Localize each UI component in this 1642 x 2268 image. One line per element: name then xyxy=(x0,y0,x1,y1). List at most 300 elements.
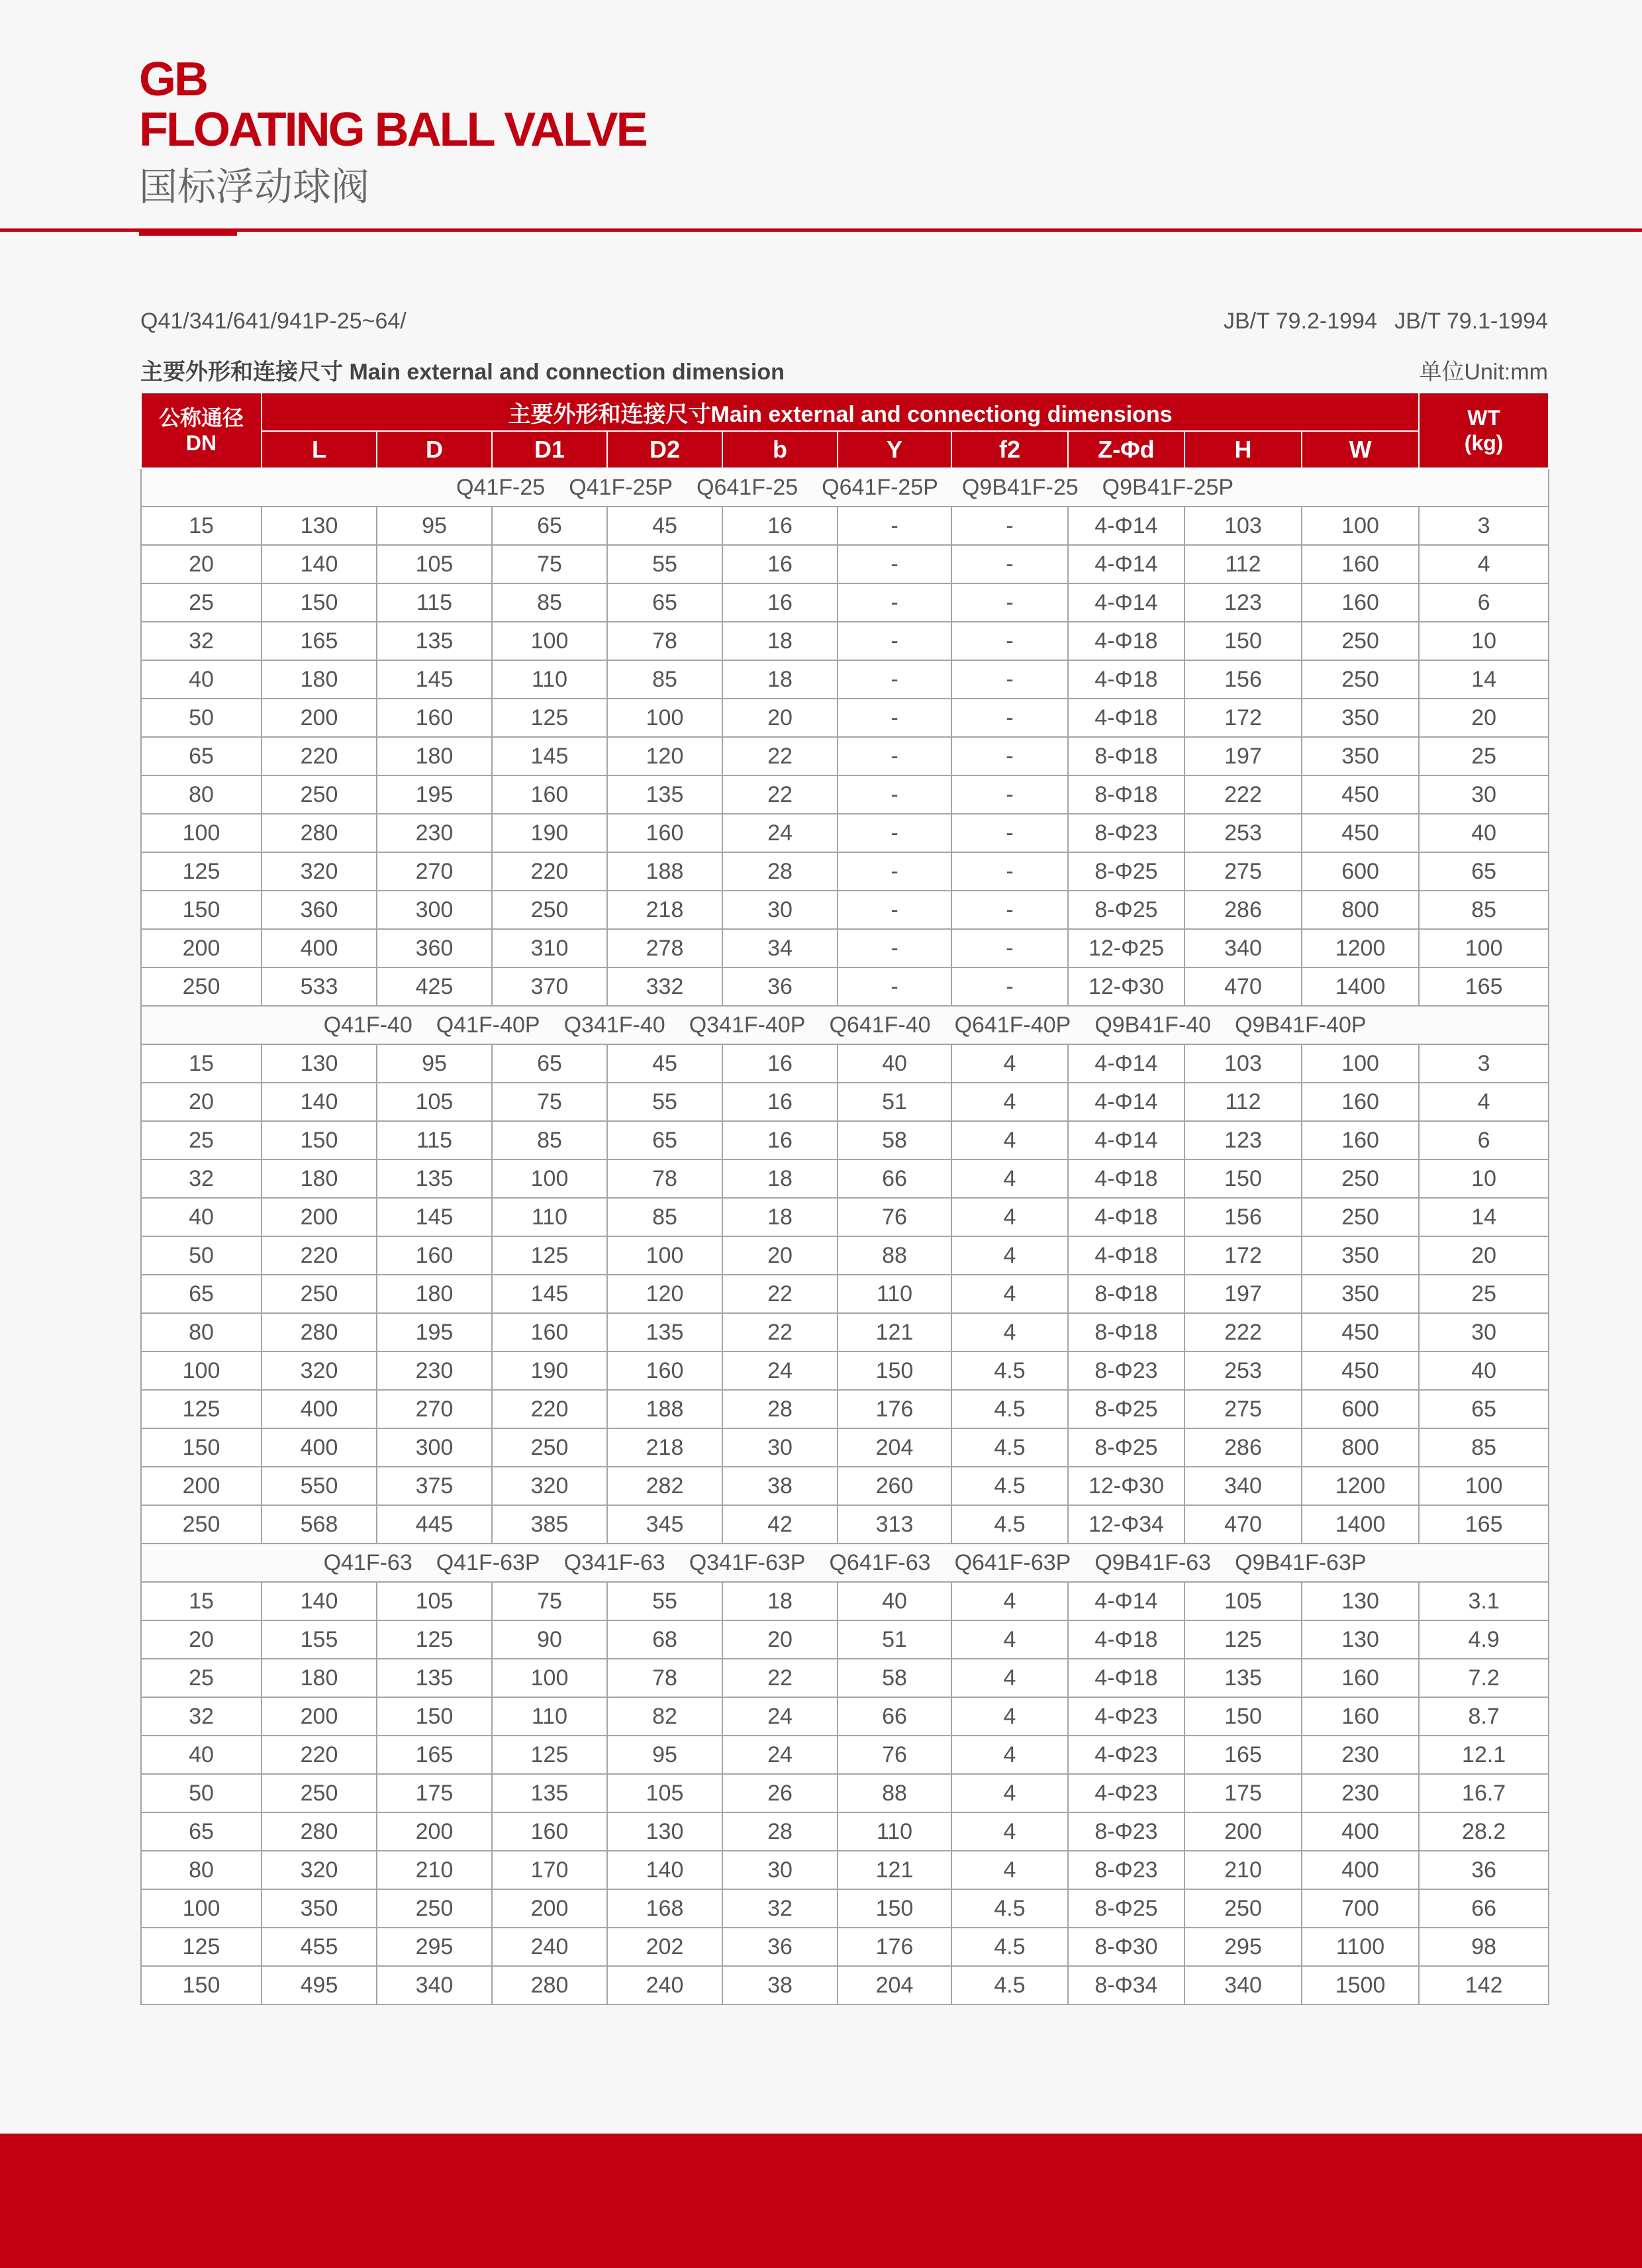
table-row xyxy=(141,1198,1549,1236)
table-cell: 200 xyxy=(141,929,262,967)
table-cell: 4-Φ18 xyxy=(1068,699,1184,737)
table-cell: 130 xyxy=(262,507,377,545)
table-cell: 38 xyxy=(722,1467,838,1505)
table-cell: 197 xyxy=(1184,737,1302,775)
table-cell: 45 xyxy=(607,1044,722,1083)
table-cell: 165 xyxy=(1419,1505,1549,1544)
table-cell: 4.5 xyxy=(951,1390,1068,1428)
table-cell: 4.5 xyxy=(951,1889,1068,1928)
table-cell: 180 xyxy=(262,1659,377,1697)
table-cell: 112 xyxy=(1184,1083,1302,1121)
table-row xyxy=(141,1582,1549,1620)
table-cell: 278 xyxy=(607,929,722,967)
table-cell: 280 xyxy=(262,1812,377,1851)
table-cell: 195 xyxy=(377,1313,492,1352)
table-cell: 270 xyxy=(377,852,492,891)
table-cell: 140 xyxy=(262,1582,377,1620)
table-cell: 25 xyxy=(1419,1275,1549,1313)
table-cell: 50 xyxy=(141,1774,262,1812)
table-cell: 3 xyxy=(1419,507,1549,545)
model-code: Q641F-40 xyxy=(829,1012,931,1038)
table-cell: 8-Φ18 xyxy=(1068,1275,1184,1313)
table-cell: 66 xyxy=(838,1697,951,1736)
table-cell: 4 xyxy=(951,1812,1068,1851)
table-cell: 180 xyxy=(262,1159,377,1198)
table-row xyxy=(141,545,1549,583)
table-cell: 700 xyxy=(1302,1889,1419,1928)
model-series: Q41/341/641/941P-25~64/ xyxy=(140,309,407,334)
table-cell: 197 xyxy=(1184,1275,1302,1313)
table-cell: 450 xyxy=(1302,1352,1419,1390)
table-cell: 172 xyxy=(1184,699,1302,737)
title-block xyxy=(139,54,646,215)
table-row xyxy=(141,1851,1549,1889)
table-cell: 176 xyxy=(838,1390,951,1428)
table-cell: 22 xyxy=(722,737,838,775)
column-header: Y xyxy=(838,431,951,468)
model-code: Q9B41F-40P xyxy=(1235,1012,1367,1038)
table-cell: 600 xyxy=(1302,1390,1419,1428)
table-cell: 8-Φ23 xyxy=(1068,1352,1184,1390)
table-cell: 350 xyxy=(262,1889,377,1928)
table-cell: - xyxy=(951,852,1068,891)
table-cell: - xyxy=(951,699,1068,737)
model-code: Q41F-25 xyxy=(456,474,546,500)
table-cell: - xyxy=(951,660,1068,699)
table-cell: 150 xyxy=(838,1889,951,1928)
model-code: Q341F-40P xyxy=(689,1012,806,1038)
model-code: Q9B41F-63P xyxy=(1235,1550,1367,1575)
table-cell: 135 xyxy=(377,622,492,660)
table-cell: 165 xyxy=(262,622,377,660)
table-cell: 16 xyxy=(722,1121,838,1159)
table-cell: 160 xyxy=(377,699,492,737)
table-cell: 218 xyxy=(607,1428,722,1467)
model-list xyxy=(141,468,1549,507)
table-row xyxy=(141,1505,1549,1544)
table-row xyxy=(141,1620,1549,1659)
table-cell: 36 xyxy=(1419,1851,1549,1889)
table-cell: 65 xyxy=(1419,1390,1549,1428)
table-row xyxy=(141,1774,1549,1812)
table-cell: 4-Φ14 xyxy=(1068,1083,1184,1121)
table-cell: 190 xyxy=(492,814,607,852)
model-group-row xyxy=(141,1544,1549,1582)
table-cell: 375 xyxy=(377,1467,492,1505)
table-cell: 4-Φ18 xyxy=(1068,1659,1184,1697)
table-cell: 135 xyxy=(607,775,722,814)
table-cell: 150 xyxy=(1184,1159,1302,1198)
dn-header xyxy=(141,393,262,468)
table-cell: 4 xyxy=(951,1736,1068,1774)
table-cell: - xyxy=(838,545,951,583)
table-cell: 105 xyxy=(377,545,492,583)
table-cell: 3 xyxy=(1419,1044,1549,1083)
table-cell: 38 xyxy=(722,1966,838,2004)
table-cell: 4-Φ23 xyxy=(1068,1697,1184,1736)
column-header-row xyxy=(141,431,1549,468)
table-cell: 121 xyxy=(838,1313,951,1352)
table-cell: 165 xyxy=(1419,967,1549,1006)
table-cell: 110 xyxy=(838,1275,951,1313)
table-cell: - xyxy=(838,775,951,814)
table-cell: 15 xyxy=(141,507,262,545)
table-cell: 142 xyxy=(1419,1966,1549,2004)
table-cell: 34 xyxy=(722,929,838,967)
table-cell: 4 xyxy=(951,1275,1068,1313)
table-cell: 135 xyxy=(377,1159,492,1198)
table-cell: 400 xyxy=(262,1428,377,1467)
table-cell: 332 xyxy=(607,967,722,1006)
table-cell: 121 xyxy=(838,1851,951,1889)
table-cell: 85 xyxy=(1419,891,1549,929)
table-cell: 50 xyxy=(141,1236,262,1275)
model-code: Q341F-40 xyxy=(563,1012,665,1038)
table-cell: 340 xyxy=(1184,1966,1302,2004)
table-cell: 1200 xyxy=(1302,1467,1419,1505)
table-cell: 400 xyxy=(1302,1812,1419,1851)
model-code: Q41F-63 xyxy=(323,1550,412,1575)
table-cell: 125 xyxy=(492,1736,607,1774)
table-cell: - xyxy=(838,852,951,891)
table-cell: 76 xyxy=(838,1736,951,1774)
table-row xyxy=(141,1428,1549,1467)
table-cell: 1400 xyxy=(1302,1505,1419,1544)
table-cell: 150 xyxy=(838,1352,951,1390)
table-cell: - xyxy=(951,622,1068,660)
table-cell: 115 xyxy=(377,583,492,622)
table-cell: 145 xyxy=(377,660,492,699)
table-cell: 88 xyxy=(838,1236,951,1275)
table-cell: 220 xyxy=(262,1736,377,1774)
table-cell: 250 xyxy=(262,775,377,814)
table-cell: 160 xyxy=(492,1313,607,1352)
table-cell: 135 xyxy=(492,1774,607,1812)
table-cell: 4 xyxy=(951,1582,1068,1620)
table-row xyxy=(141,1812,1549,1851)
table-cell: 15 xyxy=(141,1582,262,1620)
table-cell: 8-Φ25 xyxy=(1068,1889,1184,1928)
standard-1: JB/T 79.2-1994 xyxy=(1224,309,1377,334)
column-header: Z-Φd xyxy=(1068,431,1184,468)
table-row xyxy=(141,1736,1549,1774)
table-cell: 202 xyxy=(607,1928,722,1966)
table-cell: 160 xyxy=(377,1236,492,1275)
table-cell: 4.5 xyxy=(951,1966,1068,2004)
table-cell: 250 xyxy=(262,1774,377,1812)
table-cell: 3.1 xyxy=(1419,1582,1549,1620)
table-cell: 204 xyxy=(838,1428,951,1467)
unit-label: 单位Unit:mm xyxy=(1419,360,1548,385)
table-cell: 4-Φ14 xyxy=(1068,545,1184,583)
table-cell: 20 xyxy=(141,545,262,583)
table-cell: 200 xyxy=(377,1812,492,1851)
table-cell: 20 xyxy=(722,1620,838,1659)
table-cell: - xyxy=(951,775,1068,814)
table-cell: 176 xyxy=(838,1928,951,1966)
table-cell: 95 xyxy=(607,1736,722,1774)
table-cell: 135 xyxy=(377,1659,492,1697)
model-code: Q9B41F-25P xyxy=(1102,474,1234,500)
table-cell: - xyxy=(838,891,951,929)
table-cell: 4 xyxy=(951,1121,1068,1159)
table-cell: 95 xyxy=(377,507,492,545)
table-cell: 8-Φ18 xyxy=(1068,737,1184,775)
table-cell: 145 xyxy=(492,737,607,775)
model-code: Q9B41F-40 xyxy=(1094,1012,1212,1038)
table-cell: 123 xyxy=(1184,583,1302,622)
table-cell: 140 xyxy=(262,1083,377,1121)
table-cell: 533 xyxy=(262,967,377,1006)
table-cell: 25 xyxy=(141,583,262,622)
table-cell: 16 xyxy=(722,1044,838,1083)
table-cell: 495 xyxy=(262,1966,377,2004)
table-cell: 65 xyxy=(607,1121,722,1159)
table-cell: 295 xyxy=(377,1928,492,1966)
table-cell: 7.2 xyxy=(1419,1659,1549,1697)
table-cell: 4-Φ14 xyxy=(1068,1582,1184,1620)
table-cell: 78 xyxy=(607,1659,722,1697)
table-cell: 4 xyxy=(951,1198,1068,1236)
table-cell: 150 xyxy=(141,1428,262,1467)
table-cell: 110 xyxy=(492,1198,607,1236)
table-body xyxy=(141,468,1549,2004)
table-row xyxy=(141,1313,1549,1352)
table-cell: 12.1 xyxy=(1419,1736,1549,1774)
table-cell: 300 xyxy=(377,1428,492,1467)
table-cell: 220 xyxy=(262,1236,377,1275)
table-cell: 100 xyxy=(141,814,262,852)
table-cell: 400 xyxy=(1302,1851,1419,1889)
table-cell: 156 xyxy=(1184,1198,1302,1236)
table-cell: 32 xyxy=(141,1697,262,1736)
table-row xyxy=(141,507,1549,545)
table-cell: 28.2 xyxy=(1419,1812,1549,1851)
table-row xyxy=(141,775,1549,814)
model-code: Q641F-40P xyxy=(954,1012,1071,1038)
table-cell: 8-Φ23 xyxy=(1068,1851,1184,1889)
table-cell: 230 xyxy=(377,814,492,852)
table-cell: 28 xyxy=(722,852,838,891)
table-cell: 150 xyxy=(1184,622,1302,660)
table-row xyxy=(141,1889,1549,1928)
table-cell: 12-Φ25 xyxy=(1068,929,1184,967)
table-cell: 22 xyxy=(722,1275,838,1313)
table-cell: 275 xyxy=(1184,852,1302,891)
table-cell: 8-Φ25 xyxy=(1068,1428,1184,1467)
table-cell: 340 xyxy=(1184,929,1302,967)
table-cell: 125 xyxy=(492,699,607,737)
table-cell: 260 xyxy=(838,1467,951,1505)
table-cell: 160 xyxy=(1302,545,1419,583)
table-cell: 250 xyxy=(141,1505,262,1544)
table-cell: - xyxy=(951,929,1068,967)
table-cell: 400 xyxy=(262,929,377,967)
table-cell: 8-Φ30 xyxy=(1068,1928,1184,1966)
table-cell: 8-Φ18 xyxy=(1068,1313,1184,1352)
table-cell: 88 xyxy=(838,1774,951,1812)
table-cell: 28 xyxy=(722,1812,838,1851)
table-cell: - xyxy=(951,814,1068,852)
table-cell: 195 xyxy=(377,775,492,814)
model-group-row xyxy=(141,468,1549,507)
table-cell: 175 xyxy=(377,1774,492,1812)
table-cell: 30 xyxy=(722,891,838,929)
table-cell: - xyxy=(838,507,951,545)
table-cell: 360 xyxy=(377,929,492,967)
column-header: H xyxy=(1184,431,1302,468)
table-cell: 450 xyxy=(1302,775,1419,814)
table-cell: 4.5 xyxy=(951,1352,1068,1390)
table-cell: 8-Φ18 xyxy=(1068,775,1184,814)
table-cell: 160 xyxy=(607,814,722,852)
table-cell: 12-Φ30 xyxy=(1068,967,1184,1006)
table-cell: 30 xyxy=(722,1851,838,1889)
table-cell: 25 xyxy=(1419,737,1549,775)
table-cell: 120 xyxy=(607,1275,722,1313)
table-cell: 80 xyxy=(141,775,262,814)
table-cell: 18 xyxy=(722,622,838,660)
table-cell: 58 xyxy=(838,1659,951,1697)
table-cell: 85 xyxy=(607,1198,722,1236)
table-cell: 80 xyxy=(141,1313,262,1352)
table-cell: 160 xyxy=(1302,1697,1419,1736)
model-list xyxy=(141,1544,1549,1582)
table-row xyxy=(141,737,1549,775)
table-cell: 100 xyxy=(1419,929,1549,967)
table-cell: 350 xyxy=(1302,1275,1419,1313)
table-cell: 210 xyxy=(1184,1851,1302,1889)
table-cell: 75 xyxy=(492,1083,607,1121)
table-cell: 14 xyxy=(1419,1198,1549,1236)
dimension-table xyxy=(140,392,1549,2005)
table-cell: 20 xyxy=(722,1236,838,1275)
table-cell: 8-Φ25 xyxy=(1068,891,1184,929)
table-cell: 165 xyxy=(377,1736,492,1774)
table-cell: 4-Φ14 xyxy=(1068,1044,1184,1083)
table-cell: 26 xyxy=(722,1774,838,1812)
table-row xyxy=(141,1966,1549,2004)
table-cell: 24 xyxy=(722,1736,838,1774)
table-cell: 110 xyxy=(838,1812,951,1851)
table-cell: 280 xyxy=(262,814,377,852)
table-cell: 125 xyxy=(1184,1620,1302,1659)
table-cell: 8.7 xyxy=(1419,1697,1549,1736)
table-cell: 4-Φ23 xyxy=(1068,1736,1184,1774)
table-row xyxy=(141,583,1549,622)
table-cell: 135 xyxy=(1184,1659,1302,1697)
table-cell: 275 xyxy=(1184,1390,1302,1428)
table-cell: 18 xyxy=(722,1159,838,1198)
table-cell: 425 xyxy=(377,967,492,1006)
table-cell: 24 xyxy=(722,814,838,852)
table-cell: 320 xyxy=(262,1352,377,1390)
table-row xyxy=(141,1236,1549,1275)
table-cell: 20 xyxy=(1419,699,1549,737)
table-cell: 1500 xyxy=(1302,1966,1419,2004)
table-cell: 40 xyxy=(838,1582,951,1620)
table-cell: 12-Φ34 xyxy=(1068,1505,1184,1544)
table-cell: 65 xyxy=(141,737,262,775)
model-code: Q41F-63P xyxy=(436,1550,540,1575)
table-cell: 10 xyxy=(1419,1159,1549,1198)
table-cell: 4-Φ18 xyxy=(1068,1620,1184,1659)
table-cell: 65 xyxy=(607,583,722,622)
table-cell: 155 xyxy=(262,1620,377,1659)
table-cell: 18 xyxy=(722,1198,838,1236)
table-cell: - xyxy=(951,545,1068,583)
table-cell: 4-Φ14 xyxy=(1068,1121,1184,1159)
table-cell: 200 xyxy=(492,1889,607,1928)
table-cell: 100 xyxy=(1419,1467,1549,1505)
table-cell: - xyxy=(951,737,1068,775)
table-cell: 10 xyxy=(1419,622,1549,660)
table-cell: 188 xyxy=(607,852,722,891)
table-cell: 220 xyxy=(492,852,607,891)
table-cell: 98 xyxy=(1419,1928,1549,1966)
table-cell: - xyxy=(951,507,1068,545)
table-row xyxy=(141,1083,1549,1121)
table-cell: 4-Φ18 xyxy=(1068,1198,1184,1236)
table-cell: 188 xyxy=(607,1390,722,1428)
table-cell: 130 xyxy=(1302,1620,1419,1659)
table-cell: 286 xyxy=(1184,891,1302,929)
table-cell: 100 xyxy=(141,1352,262,1390)
table-cell: 45 xyxy=(607,507,722,545)
table-cell: 8-Φ23 xyxy=(1068,1812,1184,1851)
table-cell: 115 xyxy=(377,1121,492,1159)
table-cell: 1100 xyxy=(1302,1928,1419,1966)
table-cell: 40 xyxy=(141,1198,262,1236)
table-cell: 100 xyxy=(1302,507,1419,545)
model-code: Q641F-25 xyxy=(697,474,798,500)
table-cell: 75 xyxy=(492,1582,607,1620)
table-cell: - xyxy=(838,814,951,852)
section-title: 主要外形和连接尺寸 Main external and connection dimension xyxy=(140,360,785,385)
header-accent-bar xyxy=(139,230,237,236)
table-cell: 4-Φ18 xyxy=(1068,622,1184,660)
table-cell: 125 xyxy=(141,1928,262,1966)
table-cell: 32 xyxy=(722,1889,838,1928)
table-cell: 320 xyxy=(262,852,377,891)
table-cell: 40 xyxy=(141,660,262,699)
table-cell: 16 xyxy=(722,507,838,545)
table-cell: 40 xyxy=(1419,1352,1549,1390)
table-cell: 4 xyxy=(1419,1083,1549,1121)
table-row xyxy=(141,1928,1549,1966)
table-cell: 450 xyxy=(1302,1313,1419,1352)
column-header: b xyxy=(722,431,838,468)
table-cell: 95 xyxy=(377,1044,492,1083)
table-cell: 85 xyxy=(492,583,607,622)
table-cell: - xyxy=(838,737,951,775)
table-cell: 55 xyxy=(607,1083,722,1121)
table-cell: 130 xyxy=(1302,1582,1419,1620)
table-cell: 175 xyxy=(1184,1774,1302,1812)
table-cell: 250 xyxy=(1302,660,1419,699)
table-cell: 250 xyxy=(141,967,262,1006)
table-cell: 1400 xyxy=(1302,967,1419,1006)
table-cell: 340 xyxy=(1184,1467,1302,1505)
dn-header-en: DN xyxy=(185,431,217,455)
table-row xyxy=(141,1275,1549,1313)
table-cell: 85 xyxy=(492,1121,607,1159)
table-cell: 250 xyxy=(262,1275,377,1313)
table-cell: 220 xyxy=(262,737,377,775)
table-cell: 24 xyxy=(722,1352,838,1390)
table-cell: 125 xyxy=(377,1620,492,1659)
table-row xyxy=(141,814,1549,852)
